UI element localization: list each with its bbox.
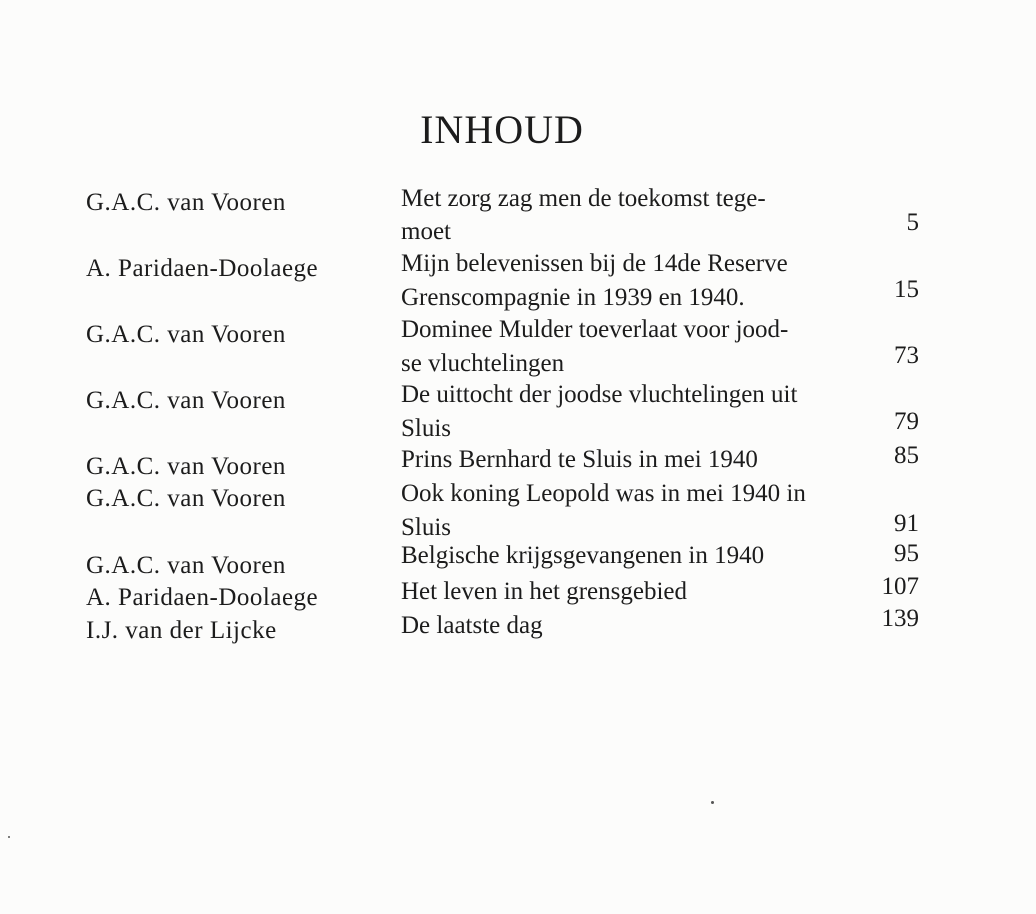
- toc-title-line: De uittocht der joodse vluchtelingen uit: [401, 381, 798, 408]
- toc-author: G.A.C. van Vooren: [86, 321, 286, 348]
- toc-title: [401, 182, 871, 249]
- toc-title: [401, 575, 871, 609]
- toc-title: [401, 443, 871, 477]
- toc-page-number: 5: [906, 209, 919, 236]
- toc-author: G.A.C. van Vooren: [86, 552, 286, 579]
- toc-author: G.A.C. van Vooren: [86, 189, 286, 216]
- toc-page-number: 79: [894, 408, 919, 435]
- paper-speck: [711, 801, 714, 804]
- toc-author: A. Paridaen-Doolaege: [86, 255, 319, 282]
- toc-title-line: Mijn belevenissen bij de 14de Reserve: [401, 250, 788, 277]
- paper-speck: [8, 836, 10, 838]
- toc-author: A. Paridaen-Doolaege: [86, 584, 319, 611]
- toc-page-number: 91: [894, 510, 919, 537]
- toc-title-line: Prins Bernhard te Sluis in mei 1940: [401, 446, 758, 473]
- toc-title: [401, 247, 871, 315]
- toc-title: [401, 378, 871, 446]
- toc-title: [401, 539, 871, 573]
- toc-title-line: Grenscompagnie in 1939 en 1940.: [401, 284, 745, 311]
- toc-title-line: Sluis: [401, 514, 452, 541]
- toc-page-number: 15: [894, 276, 919, 303]
- toc-title: [401, 313, 871, 381]
- toc-title-line: Dominee Mulder toeverlaat voor jood-: [401, 316, 789, 343]
- toc-page-number: 139: [881, 605, 919, 632]
- toc-page-number: 95: [894, 540, 919, 567]
- page-title: INHOUD: [420, 107, 584, 152]
- toc-author: G.A.C. van Vooren: [86, 453, 286, 480]
- toc-title-line: moet: [401, 218, 451, 245]
- toc-author: G.A.C. van Vooren: [86, 485, 286, 512]
- toc-author: I.J. van der Lijcke: [86, 617, 277, 644]
- toc-title-line: Ook koning Leopold was in mei 1940 in: [401, 480, 806, 507]
- toc-page-number: 73: [894, 342, 919, 369]
- toc-title-line: se vluchtelingen: [401, 350, 565, 377]
- toc-title-line: De laatste dag: [401, 612, 543, 639]
- toc-page-number: 107: [881, 573, 919, 600]
- toc-author: G.A.C. van Vooren: [86, 387, 286, 414]
- toc-page-number: 85: [894, 442, 919, 469]
- toc-title: [401, 609, 871, 643]
- toc-title-line: Het leven in het grensgebied: [401, 578, 688, 605]
- toc-title: [401, 477, 871, 545]
- toc-title-line: Belgische krijgsgevangenen in 1940: [401, 542, 765, 569]
- toc-title-line: Sluis: [401, 415, 452, 442]
- toc-title-line: Met zorg zag men de toekomst tege-: [401, 185, 766, 212]
